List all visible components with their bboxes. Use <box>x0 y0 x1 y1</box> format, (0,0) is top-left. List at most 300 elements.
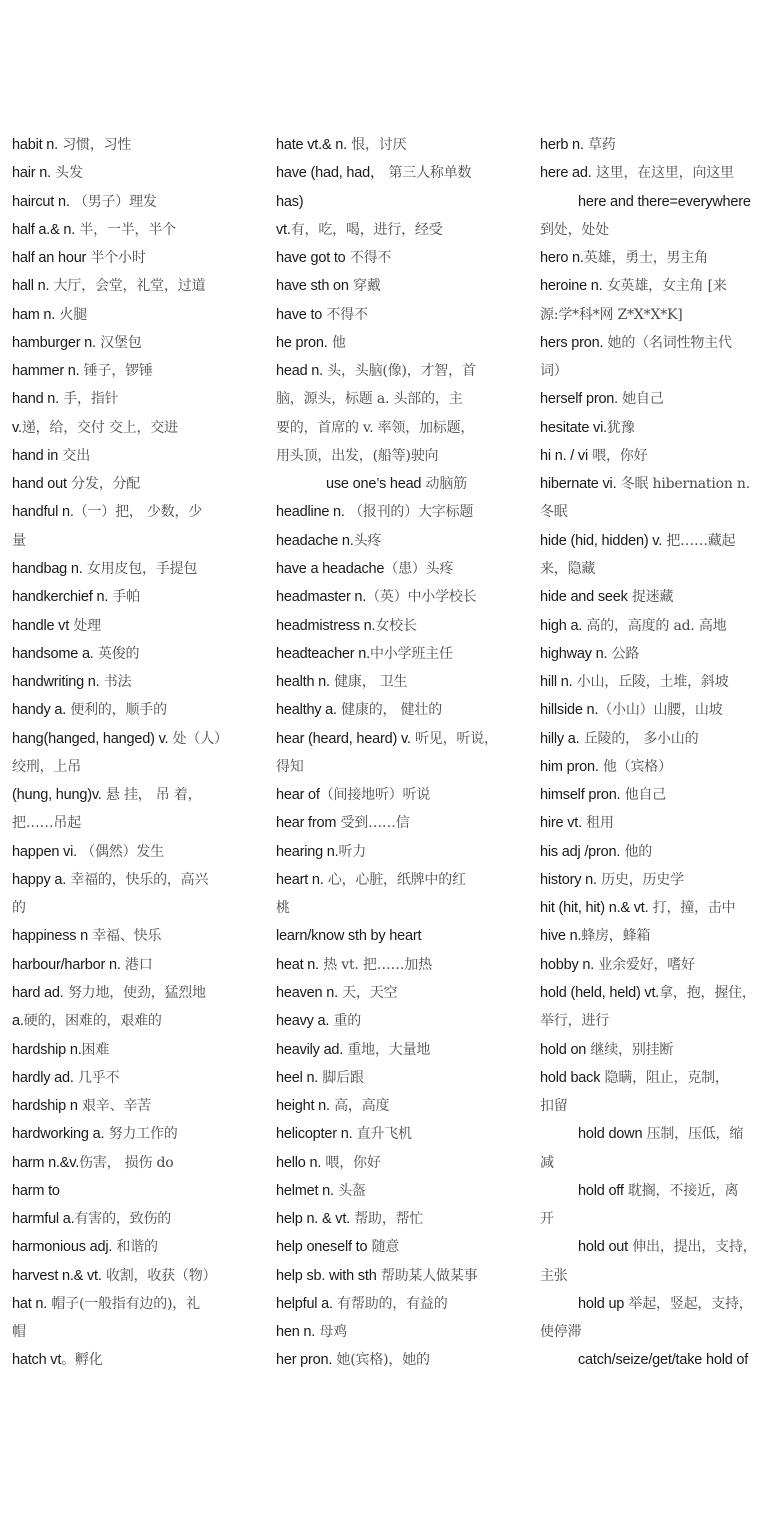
vocab-column-1 <box>12 131 252 1375</box>
headword: her pron. <box>276 1352 333 1369</box>
definition: 头盔 <box>333 1182 366 1199</box>
vocab-entry-line <box>276 753 516 781</box>
headword: herb n. <box>540 137 584 153</box>
vocab-entry-line <box>540 922 772 950</box>
vocab-entry-line <box>276 866 516 894</box>
headword: his adj /pron. <box>540 843 621 860</box>
vocab-column-2 <box>276 131 516 1375</box>
vocab-entry-line <box>276 1205 516 1233</box>
vocab-entry-line <box>540 1149 772 1177</box>
vocab-entry-line <box>540 1346 772 1374</box>
definition: 要的，首席的 v. 率领，加标题， <box>276 419 475 436</box>
vocab-entry-line <box>276 979 516 1007</box>
headword: hold (held, held) vt. <box>540 984 660 1001</box>
headword: hatch vt <box>12 1352 62 1369</box>
headword: heaven n. <box>276 984 338 1001</box>
definition: 英雄，勇士，男主角 <box>583 250 708 267</box>
headword: handwriting n. <box>12 674 100 691</box>
definition: 租用 <box>581 815 614 832</box>
definition: 继续，别挂断 <box>586 1041 674 1058</box>
definition: 使停滞 <box>540 1324 582 1341</box>
vocab-entry-line <box>276 1036 516 1064</box>
definition: 草药 <box>583 137 616 153</box>
vocab-entry-line <box>276 470 516 498</box>
headword: hive n. <box>540 928 582 945</box>
headword: hand out <box>12 476 67 493</box>
vocab-entry-line <box>276 1290 516 1318</box>
definition: 丘陵的， 多小山的 <box>579 730 699 747</box>
vocab-entry-line <box>540 329 772 357</box>
vocab-entry-line <box>540 385 772 413</box>
headword: handy a. <box>12 702 67 719</box>
vocab-entry-line <box>12 357 252 385</box>
headword: hair n. <box>12 165 51 182</box>
vocab-entry-line <box>12 696 252 724</box>
definition: 绞刑，上吊 <box>12 758 81 775</box>
headword: habit n. <box>12 137 58 153</box>
vocab-entry-line <box>540 1036 772 1064</box>
vocab-entry-line <box>12 866 252 894</box>
headword: heavy a. <box>276 1013 330 1030</box>
vocab-entry-line <box>540 527 772 555</box>
definition: 到处，处处 <box>540 221 609 238</box>
headword: hear from <box>276 815 337 832</box>
definition: 得知 <box>276 758 304 775</box>
definition: 幸福的，快乐的，高兴 <box>66 871 209 888</box>
headword: heroine n. <box>540 278 603 295</box>
vocab-entry-line <box>276 555 516 583</box>
vocab-entry-line <box>12 272 252 300</box>
vocab-entry-line <box>540 753 772 781</box>
vocab-entry-line <box>540 357 772 385</box>
headword: hold up <box>578 1295 625 1312</box>
vocab-entry-line <box>12 414 252 442</box>
headword: handle vt <box>12 617 70 634</box>
definition: 。孵化 <box>61 1352 103 1369</box>
headword: headache n. <box>276 532 354 549</box>
vocab-entry-line <box>540 894 772 922</box>
headword: highway n. <box>540 645 608 662</box>
definition: 艰辛、辛苦 <box>77 1098 151 1115</box>
vocab-entry-line <box>12 951 252 979</box>
vocab-entry-line <box>276 838 516 866</box>
headword: a. <box>12 1013 24 1030</box>
definition: 耽搁，不接近，离 <box>623 1182 739 1199</box>
definition: 热 vt. 把……加热 <box>318 956 432 973</box>
vocab-entry-line <box>12 159 252 187</box>
vocab-entry-line <box>276 1177 516 1205</box>
headword: heat n. <box>276 956 319 973</box>
definition: 小山，丘陵，土堆，斜坡 <box>572 674 729 691</box>
definition: 他的 <box>620 843 653 860</box>
vocab-entry-line <box>540 1290 772 1318</box>
definition: 把……吊起 <box>12 815 81 832</box>
definition: 女英雄，女主角 [来 <box>602 278 727 295</box>
vocab-entry-line <box>276 1318 516 1346</box>
headword: height n. <box>276 1098 330 1115</box>
vocab-entry-line <box>276 1007 516 1035</box>
definition: 处理 <box>69 617 101 634</box>
headword: hang(hanged, hanged) v. <box>12 730 169 747</box>
headword: hard ad. <box>12 984 64 1001</box>
vocab-entry-line <box>540 809 772 837</box>
vocab-entry-line <box>12 131 252 159</box>
definition: 手帕 <box>108 589 141 606</box>
headword: hold down <box>578 1126 643 1143</box>
vocab-entry-line <box>540 498 772 526</box>
headword: learn/know sth by heart <box>276 928 422 945</box>
vocab-entry-line <box>276 1346 516 1374</box>
definition: 的 <box>12 900 26 917</box>
definition: 天，天空 <box>337 984 398 1001</box>
definition: 桃 <box>276 900 290 917</box>
headword: him pron. <box>540 758 599 775</box>
vocab-entry-line <box>12 1149 252 1177</box>
headword: harmonious adj. <box>12 1239 113 1256</box>
vocab-entry-line <box>12 1262 252 1290</box>
vocab-entry-line <box>540 1120 772 1148</box>
headword: vt. <box>276 221 291 238</box>
definition: 帽 <box>12 1324 26 1341</box>
vocab-entry-line <box>276 498 516 526</box>
vocab-entry-line <box>540 131 772 159</box>
vocab-entry-line <box>276 668 516 696</box>
vocab-entry-line <box>12 1205 252 1233</box>
definition: 半，一半，半个 <box>75 221 176 238</box>
vocab-entry-line <box>12 301 252 329</box>
headword: hand n. <box>12 391 59 408</box>
definition: 和谐的 <box>112 1239 158 1256</box>
vocab-entry-line <box>540 640 772 668</box>
definition: 减 <box>540 1154 554 1171</box>
vocab-entry-line <box>540 1007 772 1035</box>
headword: hear (heard, heard) v. <box>276 730 411 747</box>
headword: have got to <box>276 250 346 267</box>
headword: have a headache <box>276 560 385 577</box>
vocab-entry-line <box>540 244 772 272</box>
headword: helmet n. <box>276 1182 334 1199</box>
headword: v. <box>12 419 22 436</box>
vocab-entry-line <box>12 809 252 837</box>
definition: 母鸡 <box>315 1324 347 1341</box>
definition: 半个小时 <box>86 250 146 267</box>
vocab-entry-line <box>540 696 772 724</box>
vocab-entry-line <box>540 555 772 583</box>
definition: 直升飞机 <box>352 1126 412 1143</box>
vocab-column-3 <box>540 131 772 1375</box>
definition: 大厅，会堂，礼堂，过道 <box>49 278 206 295</box>
vocab-entry-line <box>12 1346 252 1374</box>
headword: hero n. <box>540 250 584 267</box>
headword: happiness n <box>12 928 88 945</box>
vocab-entry-line <box>12 385 252 413</box>
definition: 健康的， 健壮的 <box>336 702 442 719</box>
headword: helpful a. <box>276 1295 333 1312</box>
definition: 她(宾格)，她的 <box>332 1352 430 1369</box>
vocab-entry-line <box>276 1064 516 1092</box>
definition: 历史，历史学 <box>596 871 684 888</box>
definition: （患）头疼 <box>384 560 454 577</box>
headword: hold back <box>540 1069 601 1086</box>
vocab-entry-line <box>540 216 772 244</box>
vocab-entry-line <box>12 470 252 498</box>
headword: heart n. <box>276 871 324 888</box>
vocab-entry-line <box>276 1120 516 1148</box>
vocab-entry-line <box>540 725 772 753</box>
definition: 收割，收获（物） <box>101 1267 217 1284</box>
headword: herself pron. <box>540 391 618 408</box>
vocab-entry-line <box>540 470 772 498</box>
headword: help n. & vt. <box>276 1211 350 1228</box>
definition: 听力 <box>338 843 367 860</box>
vocab-entry-line <box>276 1233 516 1261</box>
definition: 源:学*科*网 Z*X*X*K] <box>540 306 683 323</box>
vocab-entry-line <box>540 583 772 611</box>
headword: himself pron. <box>540 787 621 804</box>
vocab-entry-line <box>12 583 252 611</box>
definition: 递，给，交付 交上，交进 <box>21 419 178 436</box>
vocab-entry-line <box>12 329 252 357</box>
vocab-entry-line <box>276 131 516 159</box>
vocab-entry-line <box>12 922 252 950</box>
headword: harbour/harbor n. <box>12 956 121 973</box>
definition: 有帮助的，有益的 <box>332 1295 448 1312</box>
vocab-entry-line <box>12 1290 252 1318</box>
vocab-entry-line <box>540 442 772 470</box>
definition: 有害的，致伤的 <box>74 1211 172 1228</box>
headword: hate vt.& n. <box>276 137 347 153</box>
headword: here and there=everywhere <box>578 193 751 210</box>
vocab-entry-line <box>540 1262 772 1290</box>
definition: 公路 <box>607 645 640 662</box>
headword: half an hour <box>12 250 87 267</box>
vocab-entry-line <box>12 1120 252 1148</box>
headword: harm n.&v. <box>12 1154 80 1171</box>
vocab-entry-line <box>540 979 772 1007</box>
vocab-entry-line <box>276 188 516 216</box>
definition: 几乎不 <box>73 1069 120 1086</box>
headword: hilly a. <box>540 730 580 747</box>
headword: headmistress n. <box>276 617 376 634</box>
vocab-entry-line <box>276 725 516 753</box>
vocab-entry-line <box>276 583 516 611</box>
vocab-entry-line <box>276 159 516 187</box>
headword: here ad. <box>540 165 592 182</box>
definition: （男子）理发 <box>69 193 157 210</box>
definition: 脚后跟 <box>318 1069 364 1086</box>
vocab-entry-line <box>276 244 516 272</box>
headword: have (had, had， <box>276 165 385 182</box>
definition: 努力地，使劲，猛烈地 <box>63 984 206 1001</box>
definition: （英）中小学校长 <box>366 589 477 606</box>
headword: help oneself to <box>276 1239 368 1256</box>
headword: hers pron. <box>540 334 604 351</box>
definition: （间接地听）听说 <box>319 787 431 804</box>
headword: hamburger n. <box>12 334 96 351</box>
headword: have sth on <box>276 278 349 295</box>
vocab-entry-line <box>12 1007 252 1035</box>
vocab-entry-line <box>276 781 516 809</box>
definition: 交出 <box>58 447 91 464</box>
vocab-entry-line <box>12 498 252 526</box>
vocab-entry-line <box>276 922 516 950</box>
vocab-entry-line <box>12 753 252 781</box>
vocab-entry-line <box>12 725 252 753</box>
definition: 冬眠 <box>540 504 568 521</box>
headword: hesitate vi. <box>540 419 607 436</box>
definition: 随意 <box>367 1239 400 1256</box>
vocab-entry-line <box>276 1262 516 1290</box>
headword: hardship n <box>12 1098 78 1115</box>
vocab-entry-line <box>12 1233 252 1261</box>
definition: 幸福、快乐 <box>88 928 162 945</box>
vocab-entry-line <box>540 1233 772 1261</box>
definition: 汉堡包 <box>95 334 142 351</box>
headword: happy a. <box>12 871 67 888</box>
vocab-entry-line <box>12 640 252 668</box>
vocab-entry-line <box>276 894 516 922</box>
vocab-entry-line <box>12 612 252 640</box>
definition: 喂，你好 <box>587 447 648 464</box>
definition: 他自己 <box>620 787 667 804</box>
definition: 喂，你好 <box>321 1154 381 1171</box>
definition: 帽子(一般指有边的)，礼 <box>47 1295 200 1312</box>
definition: 努力工作的 <box>104 1126 178 1143</box>
vocab-entry-line <box>12 216 252 244</box>
vocab-entry-line <box>540 1205 772 1233</box>
definition: 锤子，锣锤 <box>79 363 153 380</box>
headword: headteacher n. <box>276 645 370 662</box>
vocab-entry-line <box>12 1177 252 1205</box>
definition: 中小学班主任 <box>369 645 453 662</box>
definition: 扣留 <box>540 1098 568 1115</box>
headword: has) <box>276 193 304 210</box>
definition: 书法 <box>99 674 132 691</box>
definition: 恨，讨厌 <box>346 137 407 153</box>
vocab-entry-line <box>540 838 772 866</box>
definition: 英俊的 <box>93 645 140 662</box>
definition: 第三人称单数 <box>384 165 472 182</box>
definition: 不得不 <box>345 250 392 267</box>
vocab-entry-line <box>540 951 772 979</box>
vocab-entry-line <box>12 1064 252 1092</box>
headword: hold off <box>578 1182 624 1199</box>
headword: ham n. <box>12 306 56 323</box>
definition: 拿，抱，握住， <box>659 984 756 1001</box>
definition: 业余爱好，嗜好 <box>594 956 695 973</box>
headword: half a.& n. <box>12 221 76 238</box>
vocab-entry-line <box>12 1092 252 1120</box>
vocab-entry-line <box>540 301 772 329</box>
vocab-entry-line <box>12 527 252 555</box>
definition: 便利的，顺手的 <box>66 702 167 719</box>
vocab-entry-line <box>276 216 516 244</box>
definition: 举起，竖起，支持， <box>624 1295 753 1312</box>
headword: handbag n. <box>12 560 83 577</box>
definition: 举行，进行 <box>540 1013 609 1030</box>
definition: 悬 挂， 吊 着， <box>101 787 202 804</box>
vocab-entry-line <box>12 244 252 272</box>
vocab-entry-line <box>12 555 252 583</box>
headword: handful n. <box>12 504 74 521</box>
headword: hat n. <box>12 1295 48 1312</box>
headword: hardship n. <box>12 1041 82 1058</box>
vocab-entry-line <box>540 668 772 696</box>
vocab-entry-line <box>276 951 516 979</box>
headword: high a. <box>540 617 583 634</box>
vocab-entry-line <box>276 385 516 413</box>
vocab-entry-line <box>276 1149 516 1177</box>
definition: 重的 <box>329 1013 362 1030</box>
definition: 处（人） <box>168 730 228 747</box>
vocab-entry-line <box>540 1064 772 1092</box>
headword: harm to <box>12 1182 60 1199</box>
vocab-entry-line <box>540 781 772 809</box>
headword: handkerchief n. <box>12 589 109 606</box>
vocab-entry-line <box>276 809 516 837</box>
definition: 头疼 <box>353 532 382 549</box>
definition: （一）把， 少数，少 <box>73 504 203 521</box>
definition: 硬的，困难的，艰难的 <box>23 1013 162 1030</box>
vocab-entry-line <box>12 1318 252 1346</box>
headword: hit (hit, hit) n.& vt. <box>540 900 649 917</box>
definition: 开 <box>540 1211 554 1228</box>
definition: 压制，压低，缩 <box>642 1126 744 1143</box>
vocab-entry-line <box>276 357 516 385</box>
definition: 帮助，帮忙 <box>349 1211 424 1228</box>
headword: hear of <box>276 787 320 804</box>
headword: hardly ad. <box>12 1069 74 1086</box>
vocab-entry-line <box>12 442 252 470</box>
definition: 打，撞，击中 <box>648 900 736 917</box>
headword: hold on <box>540 1041 587 1058</box>
definition: 不得不 <box>322 306 368 323</box>
definition: 穿戴 <box>348 278 381 295</box>
headword: happen vi. <box>12 843 77 860</box>
headword: he pron. <box>276 334 328 351</box>
vocab-entry-line <box>276 612 516 640</box>
definition: 隐瞒，阻止，克制， <box>600 1069 729 1086</box>
headword: headline n. <box>276 504 345 521</box>
definition: 高的，高度的 ad. 高地 <box>582 617 727 634</box>
definition: 有，吃，喝，进行，经受 <box>290 221 443 238</box>
headword: history n. <box>540 871 597 888</box>
definition: 捉迷藏 <box>627 589 674 606</box>
headword: heavily ad. <box>276 1041 344 1058</box>
vocab-entry-line <box>276 696 516 724</box>
definition: 帮助某人做某事 <box>376 1267 478 1284</box>
headword: heel n. <box>276 1069 319 1086</box>
headword: hide (hid, hidden) v. <box>540 532 663 549</box>
definition: 量 <box>12 532 26 549</box>
definition: 她的（名词性物主代 <box>603 334 732 351</box>
definition: 习惯，习性 <box>57 137 132 153</box>
definition: 健康， 卫生 <box>329 674 408 691</box>
definition: 他（宾格） <box>598 758 672 775</box>
headword: health n. <box>276 674 330 691</box>
definition: 女校长 <box>375 617 417 634</box>
definition: 词） <box>540 363 568 380</box>
headword: hammer n. <box>12 363 80 380</box>
headword: hibernate vi. <box>540 476 617 493</box>
definition: 女用皮包，手提包 <box>82 560 198 577</box>
definition: 犹豫 <box>606 419 635 436</box>
vocab-entry-line <box>276 414 516 442</box>
headword: handsome a. <box>12 645 94 662</box>
definition: 他 <box>327 334 346 351</box>
definition: 动脑筋 <box>421 476 467 493</box>
headword: use one’s head <box>326 476 422 493</box>
